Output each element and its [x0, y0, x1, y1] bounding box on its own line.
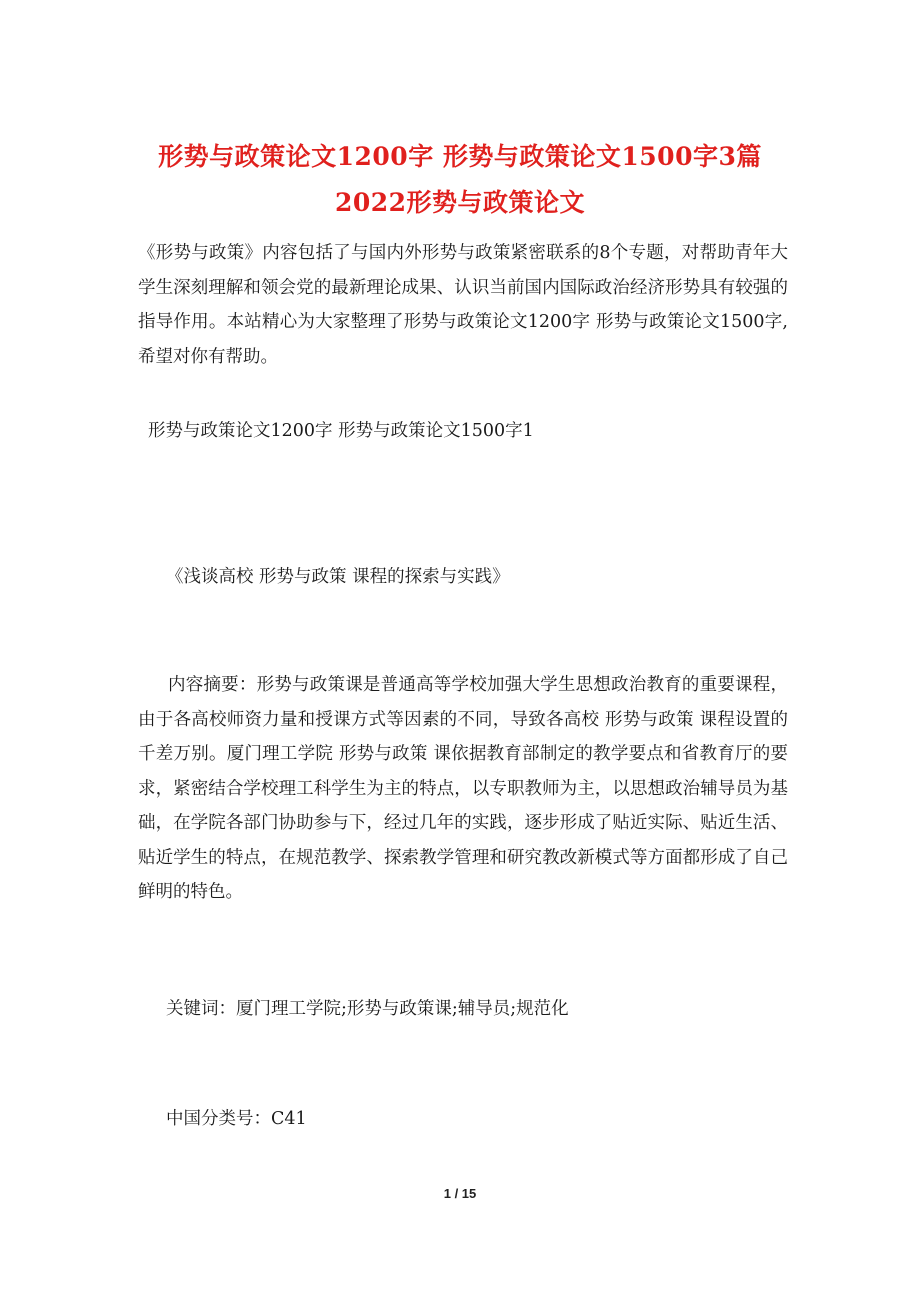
document-title-line-1: 形势与政策论文1200字 形势与政策论文1500字3篇: [158, 142, 762, 171]
classification-line: 中国分类号：C41: [166, 1109, 307, 1129]
article-title: 《浅谈高校 形势与政策 课程的探索与实践》: [166, 567, 510, 587]
document-title-line-2: 2022形势与政策论文: [334, 188, 586, 217]
abstract-paragraph: 内容摘要：形势与政策课是普通高等学校加强大学生思想政治教育的重要课程，由于各高校师资力量和授课方式等因素的不同，导致各高校 形势与政策 课程设置的千差万别。厦门理工学院 形势与政策 课依据教育部制定的教学要点和省教育厅的要求，紧密结合学校理工科学生为主的特点，以专职教师为主，以思想政治辅导员为基础，在学院各部门协助参与下，经过几年的实践，逐步形成了贴近实际、贴近生活、贴近学生的特点，在规范教学、探索教学管理和研究教改新模式等方面都形成了自己鲜明的特色。: [138, 675, 788, 902]
page-number: 1 / 15: [443, 1186, 477, 1201]
section-heading: 形势与政策论文1200字 形势与政策论文1500字1: [148, 421, 534, 441]
keywords-line: 关键词：厦门理工学院;形势与政策课;辅导员;规范化: [166, 999, 569, 1019]
intro-paragraph: 《形势与政策》内容包括了与国内外形势与政策紧密联系的8个专题，对帮助青年大学生深刻理解和领会党的最新理论成果、认识当前国内国际政治经济形势具有较强的指导作用。本站精心为大家整理了形势与政策论文1200字 形势与政策论文1500字,希望对你有帮助。: [138, 243, 788, 367]
